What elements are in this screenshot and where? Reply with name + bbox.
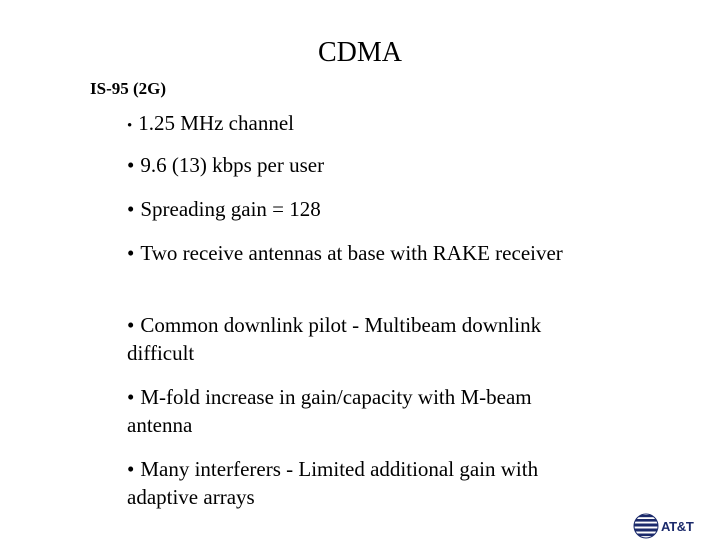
bullet-item (127, 239, 567, 267)
slide-title (0, 36, 720, 70)
logo-text: AT&T (661, 518, 694, 534)
bullet-text: 1.25 MHz channel (138, 111, 294, 135)
bullet-text: Many interferers - Limited additional gain with adaptive arrays (127, 457, 539, 509)
bullet-text: M-fold increase in gain/capacity with M-beam antenna (127, 385, 532, 437)
bullet-dot: • (127, 118, 133, 134)
slide-title-text: CDMA (317, 37, 402, 68)
bullet-item (127, 151, 567, 179)
att-globe-icon (633, 513, 659, 539)
bullet-item (127, 455, 567, 511)
bullet-text: Spreading gain = 128 (140, 197, 321, 221)
bullet-item (127, 383, 567, 439)
bullet-text: Common downlink pilot - Multibeam downlink difficult (127, 313, 542, 365)
bullet-dot: • (127, 153, 135, 177)
bullet-text: Two receive antennas at base with RAKE receiver (140, 241, 563, 265)
bullet-dot: • (127, 385, 135, 409)
bullet-dot: • (127, 241, 135, 265)
att-logo (633, 512, 694, 540)
bullet-text: 9.6 (13) kbps per user (140, 153, 325, 177)
slide-subtitle: IS-95 (2G) (90, 79, 167, 98)
bullet-item (127, 109, 567, 140)
bullet-item (127, 311, 567, 367)
bullet-dot: • (127, 197, 135, 221)
bullet-dot: • (127, 457, 135, 481)
bullet-dot: • (127, 313, 135, 337)
bullet-item (127, 195, 567, 223)
